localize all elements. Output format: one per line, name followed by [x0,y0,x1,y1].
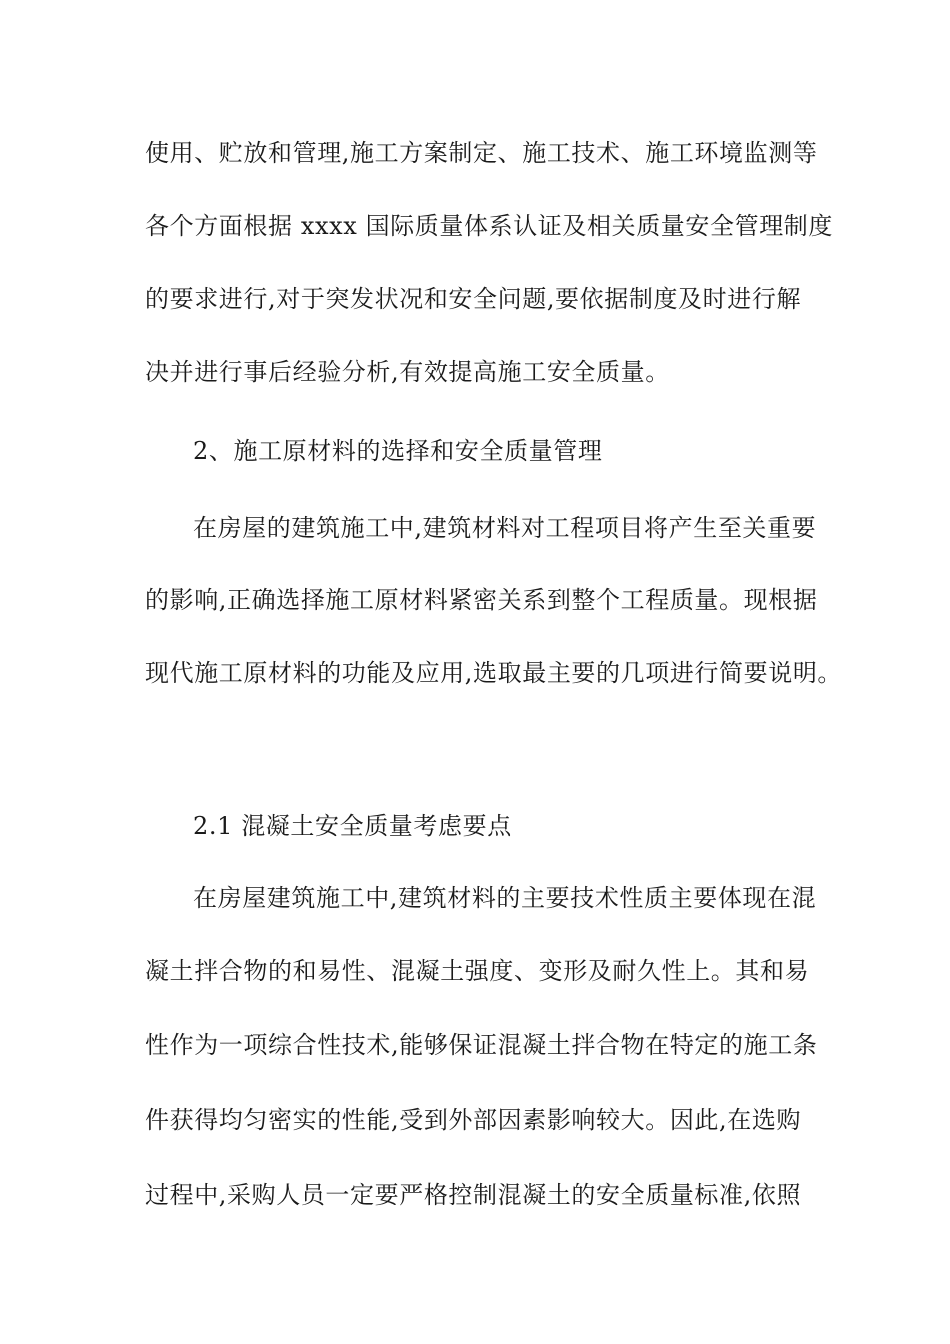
paragraph-1-line-1: 使用、贮放和管理,施工方案制定、施工技术、施工环境监测等 [145,139,818,167]
paragraph-3-line-2: 凝土拌合物的和易性、混凝土强度、变形及耐久性上。其和易 [145,957,810,985]
paragraph-1-line-4: 决并进行事后经验分析,有效提高施工安全质量。 [145,358,670,386]
paragraph-2-line-1: 在房屋的建筑施工中,建筑材料对工程项目将产生至关重要 [193,514,817,542]
paragraph-3-line-1: 在房屋建筑施工中,建筑材料的主要技术性质主要体现在混 [193,884,817,912]
paragraph-3-line-4: 件获得均匀密实的性能,受到外部因素影响较大。因此,在选购 [145,1106,802,1134]
section-heading-2: 2、施工原材料的选择和安全质量管理 [193,437,603,465]
paragraph-3-line-3: 性作为一项综合性技术,能够保证混凝土拌合物在特定的施工条 [145,1031,818,1059]
paragraph-3-line-5: 过程中,采购人员一定要严格控制混凝土的安全质量标准,依照 [145,1181,802,1209]
paragraph-1-line-3: 的要求进行,对于突发状况和安全问题,要依据制度及时进行解 [145,285,802,313]
section-heading-2-1: 2.1 混凝土安全质量考虑要点 [193,812,512,840]
paragraph-1-line-2: 各个方面根据 xxxx 国际质量体系认证及相关质量安全管理制度 [145,212,833,240]
paragraph-2-line-2: 的影响,正确选择施工原材料紧密关系到整个工程质量。现根据 [145,586,818,614]
paragraph-2-line-3: 现代施工原材料的功能及应用,选取最主要的几项进行简要说明。 [145,659,843,687]
